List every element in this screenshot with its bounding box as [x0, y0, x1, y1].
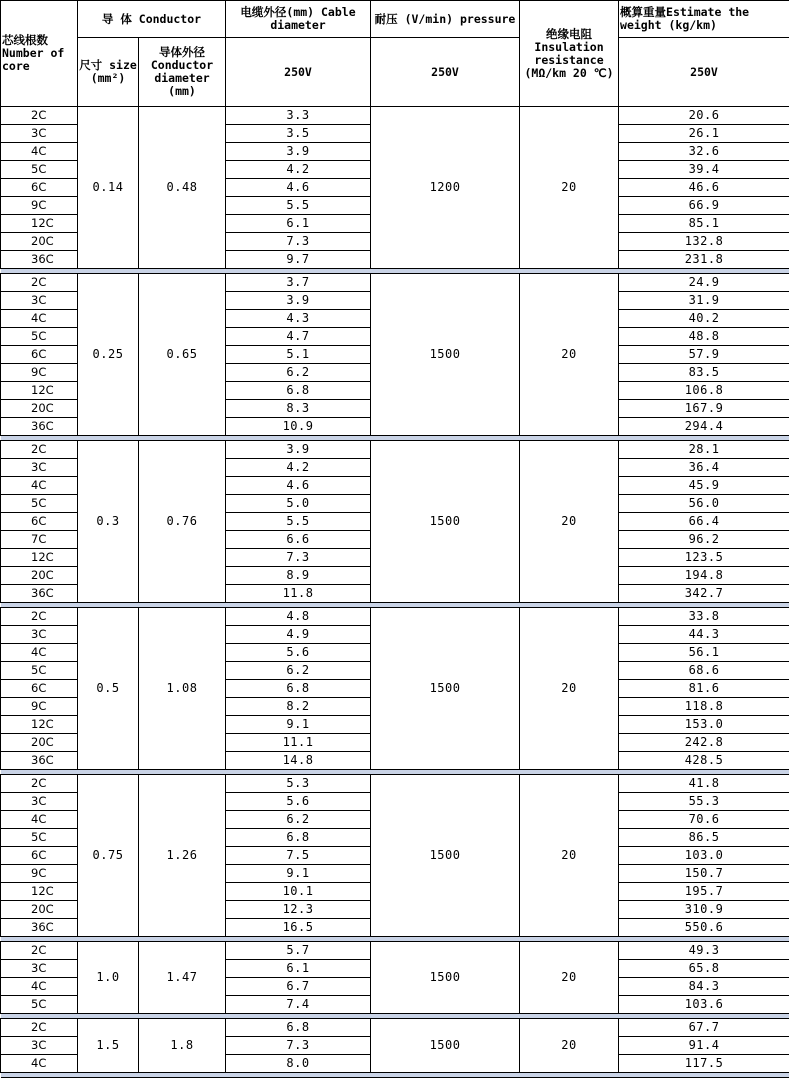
- cable-diameter-cell: 4.8: [226, 608, 371, 626]
- pressure-cell: 1200: [371, 107, 520, 269]
- weight-cell: 106.8: [619, 382, 789, 400]
- core-count-cell: 12C: [1, 716, 78, 734]
- cable-diameter-cell: 3.7: [226, 274, 371, 292]
- size-cell: 1.0: [78, 942, 139, 1014]
- core-count-cell: 6C: [1, 513, 78, 531]
- conductor-diameter-cell: 1.47: [139, 942, 226, 1014]
- insulation-cell: 20: [520, 775, 619, 937]
- cable-diameter-cell: 5.1: [226, 346, 371, 364]
- cable-diameter-cell: 6.1: [226, 960, 371, 978]
- cable-diameter-cell: 10.1: [226, 883, 371, 901]
- insulation-cell: 20: [520, 441, 619, 603]
- insulation-cell: 20: [520, 274, 619, 436]
- weight-cell: 231.8: [619, 251, 789, 269]
- core-count-cell: 2C: [1, 775, 78, 793]
- header-weight: 概算重量Estimate the weight (kg/km): [619, 1, 789, 38]
- weight-cell: 24.9: [619, 274, 789, 292]
- cable-diameter-cell: 6.7: [226, 978, 371, 996]
- cable-diameter-cell: 7.3: [226, 1037, 371, 1055]
- header-pressure: 耐压 (V/min) pressure: [371, 1, 520, 38]
- weight-cell: 41.8: [619, 775, 789, 793]
- core-count-cell: 4C: [1, 1055, 78, 1073]
- insulation-cell: 20: [520, 1019, 619, 1073]
- size-cell: 0.75: [78, 775, 139, 937]
- cable-diameter-cell: 3.3: [226, 107, 371, 125]
- weight-cell: 70.6: [619, 811, 789, 829]
- core-count-cell: 20C: [1, 567, 78, 585]
- table-row: [1, 1019, 789, 1037]
- weight-cell: 66.9: [619, 197, 789, 215]
- size-cell: 0.25: [78, 274, 139, 436]
- core-count-cell: 36C: [1, 919, 78, 937]
- core-count-cell: 4C: [1, 978, 78, 996]
- header-size: 尺寸 size (mm²): [78, 38, 139, 107]
- core-count-cell: 3C: [1, 459, 78, 477]
- cable-diameter-cell: 8.9: [226, 567, 371, 585]
- core-count-cell: 36C: [1, 752, 78, 770]
- pressure-cell: 1500: [371, 1019, 520, 1073]
- table-row: [1, 942, 789, 960]
- core-count-cell: 2C: [1, 942, 78, 960]
- cable-diameter-cell: 8.0: [226, 1055, 371, 1073]
- core-count-cell: 5C: [1, 829, 78, 847]
- table-row: [1, 441, 789, 459]
- core-count-cell: 5C: [1, 662, 78, 680]
- weight-cell: 153.0: [619, 716, 789, 734]
- cable-diameter-cell: 12.3: [226, 901, 371, 919]
- weight-cell: 32.6: [619, 143, 789, 161]
- core-count-cell: 4C: [1, 477, 78, 495]
- cable-diameter-cell: 5.5: [226, 513, 371, 531]
- cable-diameter-cell: 6.8: [226, 829, 371, 847]
- cable-diameter-cell: 8.3: [226, 400, 371, 418]
- weight-cell: 81.6: [619, 680, 789, 698]
- core-count-cell: 5C: [1, 328, 78, 346]
- conductor-diameter-cell: 0.48: [139, 107, 226, 269]
- cable-diameter-cell: 4.6: [226, 179, 371, 197]
- weight-cell: 45.9: [619, 477, 789, 495]
- weight-cell: 86.5: [619, 829, 789, 847]
- insulation-cell: 20: [520, 608, 619, 770]
- core-count-cell: 2C: [1, 441, 78, 459]
- cable-diameter-cell: 14.8: [226, 752, 371, 770]
- weight-cell: 195.7: [619, 883, 789, 901]
- conductor-diameter-cell: 0.76: [139, 441, 226, 603]
- cable-diameter-cell: 11.1: [226, 734, 371, 752]
- cable-diameter-cell: 6.1: [226, 215, 371, 233]
- header-conductor-diameter: 导体外径 Conductor diameter (mm): [139, 38, 226, 107]
- core-count-cell: 6C: [1, 680, 78, 698]
- cable-diameter-cell: 6.8: [226, 680, 371, 698]
- core-count-cell: 3C: [1, 292, 78, 310]
- cable-diameter-cell: 5.7: [226, 942, 371, 960]
- core-count-cell: 20C: [1, 400, 78, 418]
- cable-diameter-cell: 6.2: [226, 364, 371, 382]
- weight-cell: 103.6: [619, 996, 789, 1014]
- weight-cell: 132.8: [619, 233, 789, 251]
- cable-diameter-cell: 7.3: [226, 549, 371, 567]
- core-count-cell: 3C: [1, 125, 78, 143]
- weight-cell: 242.8: [619, 734, 789, 752]
- core-count-cell: 4C: [1, 310, 78, 328]
- weight-cell: 33.8: [619, 608, 789, 626]
- pressure-cell: 1500: [371, 775, 520, 937]
- core-count-cell: 2C: [1, 274, 78, 292]
- weight-cell: 66.4: [619, 513, 789, 531]
- cable-diameter-cell: 6.8: [226, 382, 371, 400]
- weight-cell: 167.9: [619, 400, 789, 418]
- weight-cell: 428.5: [619, 752, 789, 770]
- cable-diameter-cell: 4.3: [226, 310, 371, 328]
- weight-cell: 46.6: [619, 179, 789, 197]
- header-core: 芯线根数 Number of core: [1, 1, 78, 107]
- weight-cell: 294.4: [619, 418, 789, 436]
- weight-cell: 150.7: [619, 865, 789, 883]
- core-count-cell: 12C: [1, 215, 78, 233]
- size-cell: 1.5: [78, 1019, 139, 1073]
- weight-cell: 56.0: [619, 495, 789, 513]
- core-count-cell: 2C: [1, 1019, 78, 1037]
- pressure-cell: 1500: [371, 274, 520, 436]
- table-row: [1, 274, 789, 292]
- conductor-diameter-cell: 1.8: [139, 1019, 226, 1073]
- cable-diameter-cell: 3.9: [226, 143, 371, 161]
- weight-cell: 55.3: [619, 793, 789, 811]
- core-count-cell: 7C: [1, 531, 78, 549]
- weight-cell: 56.1: [619, 644, 789, 662]
- cable-diameter-cell: 5.0: [226, 495, 371, 513]
- cable-diameter-cell: 4.2: [226, 459, 371, 477]
- core-count-cell: 20C: [1, 233, 78, 251]
- weight-cell: 28.1: [619, 441, 789, 459]
- weight-cell: 39.4: [619, 161, 789, 179]
- weight-cell: 57.9: [619, 346, 789, 364]
- weight-cell: 65.8: [619, 960, 789, 978]
- weight-cell: 117.5: [619, 1055, 789, 1073]
- weight-cell: 118.8: [619, 698, 789, 716]
- weight-cell: 342.7: [619, 585, 789, 603]
- core-count-cell: 4C: [1, 811, 78, 829]
- cable-diameter-cell: 6.6: [226, 531, 371, 549]
- cable-diameter-cell: 3.5: [226, 125, 371, 143]
- cable-diameter-cell: 4.9: [226, 626, 371, 644]
- group-separator: [1, 1073, 789, 1078]
- core-count-cell: 36C: [1, 585, 78, 603]
- cable-diameter-cell: 5.6: [226, 793, 371, 811]
- core-count-cell: 12C: [1, 549, 78, 567]
- core-count-cell: 4C: [1, 143, 78, 161]
- cable-diameter-cell: 5.6: [226, 644, 371, 662]
- core-count-cell: 6C: [1, 346, 78, 364]
- weight-cell: 310.9: [619, 901, 789, 919]
- header-insulation: 绝缘电阻 Insulation resistance (MΩ/km 20 ℃): [520, 1, 619, 107]
- cable-diameter-cell: 11.8: [226, 585, 371, 603]
- core-count-cell: 36C: [1, 251, 78, 269]
- cable-diameter-cell: 3.9: [226, 292, 371, 310]
- core-count-cell: 4C: [1, 644, 78, 662]
- header-voltage-weight: 250V: [619, 38, 789, 107]
- weight-cell: 67.7: [619, 1019, 789, 1037]
- cable-diameter-cell: 6.2: [226, 662, 371, 680]
- core-count-cell: 3C: [1, 1037, 78, 1055]
- header-conductor: 导 体 Conductor: [78, 1, 226, 38]
- conductor-diameter-cell: 0.65: [139, 274, 226, 436]
- cable-diameter-cell: 16.5: [226, 919, 371, 937]
- size-cell: 0.5: [78, 608, 139, 770]
- cable-diameter-cell: 6.2: [226, 811, 371, 829]
- cable-diameter-cell: 4.2: [226, 161, 371, 179]
- core-count-cell: 3C: [1, 793, 78, 811]
- weight-cell: 20.6: [619, 107, 789, 125]
- conductor-diameter-cell: 1.08: [139, 608, 226, 770]
- cable-diameter-cell: 6.8: [226, 1019, 371, 1037]
- core-count-cell: 12C: [1, 883, 78, 901]
- conductor-diameter-cell: 1.26: [139, 775, 226, 937]
- cable-diameter-cell: 7.5: [226, 847, 371, 865]
- weight-cell: 83.5: [619, 364, 789, 382]
- size-cell: 0.3: [78, 441, 139, 603]
- core-count-cell: 12C: [1, 382, 78, 400]
- core-count-cell: 20C: [1, 901, 78, 919]
- core-count-cell: 36C: [1, 418, 78, 436]
- insulation-cell: 20: [520, 107, 619, 269]
- core-count-cell: 2C: [1, 608, 78, 626]
- size-cell: 0.14: [78, 107, 139, 269]
- cable-diameter-cell: 4.6: [226, 477, 371, 495]
- pressure-cell: 1500: [371, 608, 520, 770]
- cable-diameter-cell: 9.1: [226, 716, 371, 734]
- weight-cell: 36.4: [619, 459, 789, 477]
- table-body: [1, 107, 789, 1078]
- weight-cell: 40.2: [619, 310, 789, 328]
- weight-cell: 91.4: [619, 1037, 789, 1055]
- weight-cell: 44.3: [619, 626, 789, 644]
- cable-diameter-cell: 4.7: [226, 328, 371, 346]
- core-count-cell: 2C: [1, 107, 78, 125]
- table-row: [1, 107, 789, 125]
- cable-diameter-cell: 8.2: [226, 698, 371, 716]
- cable-diameter-cell: 9.1: [226, 865, 371, 883]
- weight-cell: 31.9: [619, 292, 789, 310]
- weight-cell: 68.6: [619, 662, 789, 680]
- header-voltage-pressure: 250V: [371, 38, 520, 107]
- weight-cell: 550.6: [619, 919, 789, 937]
- cable-diameter-cell: 10.9: [226, 418, 371, 436]
- core-count-cell: 3C: [1, 960, 78, 978]
- core-count-cell: 5C: [1, 495, 78, 513]
- table-row: [1, 775, 789, 793]
- weight-cell: 103.0: [619, 847, 789, 865]
- insulation-cell: 20: [520, 942, 619, 1014]
- core-count-cell: 20C: [1, 734, 78, 752]
- weight-cell: 85.1: [619, 215, 789, 233]
- core-count-cell: 9C: [1, 698, 78, 716]
- core-count-cell: 6C: [1, 847, 78, 865]
- weight-cell: 26.1: [619, 125, 789, 143]
- weight-cell: 49.3: [619, 942, 789, 960]
- weight-cell: 48.8: [619, 328, 789, 346]
- cable-diameter-cell: 7.3: [226, 233, 371, 251]
- core-count-cell: 9C: [1, 197, 78, 215]
- weight-cell: 194.8: [619, 567, 789, 585]
- core-count-cell: 3C: [1, 626, 78, 644]
- core-count-cell: 9C: [1, 364, 78, 382]
- weight-cell: 123.5: [619, 549, 789, 567]
- cable-diameter-cell: 5.3: [226, 775, 371, 793]
- cable-diameter-cell: 5.5: [226, 197, 371, 215]
- core-count-cell: 9C: [1, 865, 78, 883]
- core-count-cell: 5C: [1, 161, 78, 179]
- cable-diameter-cell: 7.4: [226, 996, 371, 1014]
- cable-diameter-cell: 9.7: [226, 251, 371, 269]
- weight-cell: 96.2: [619, 531, 789, 549]
- table-row: [1, 608, 789, 626]
- core-count-cell: 6C: [1, 179, 78, 197]
- group-separator-bar: [1, 1073, 789, 1078]
- core-count-cell: 5C: [1, 996, 78, 1014]
- pressure-cell: 1500: [371, 942, 520, 1014]
- pressure-cell: 1500: [371, 441, 520, 603]
- header-voltage-cable: 250V: [226, 38, 371, 107]
- cable-diameter-cell: 3.9: [226, 441, 371, 459]
- weight-cell: 84.3: [619, 978, 789, 996]
- header-cable-diameter: 电缆外径(mm) Cable diameter: [226, 1, 371, 38]
